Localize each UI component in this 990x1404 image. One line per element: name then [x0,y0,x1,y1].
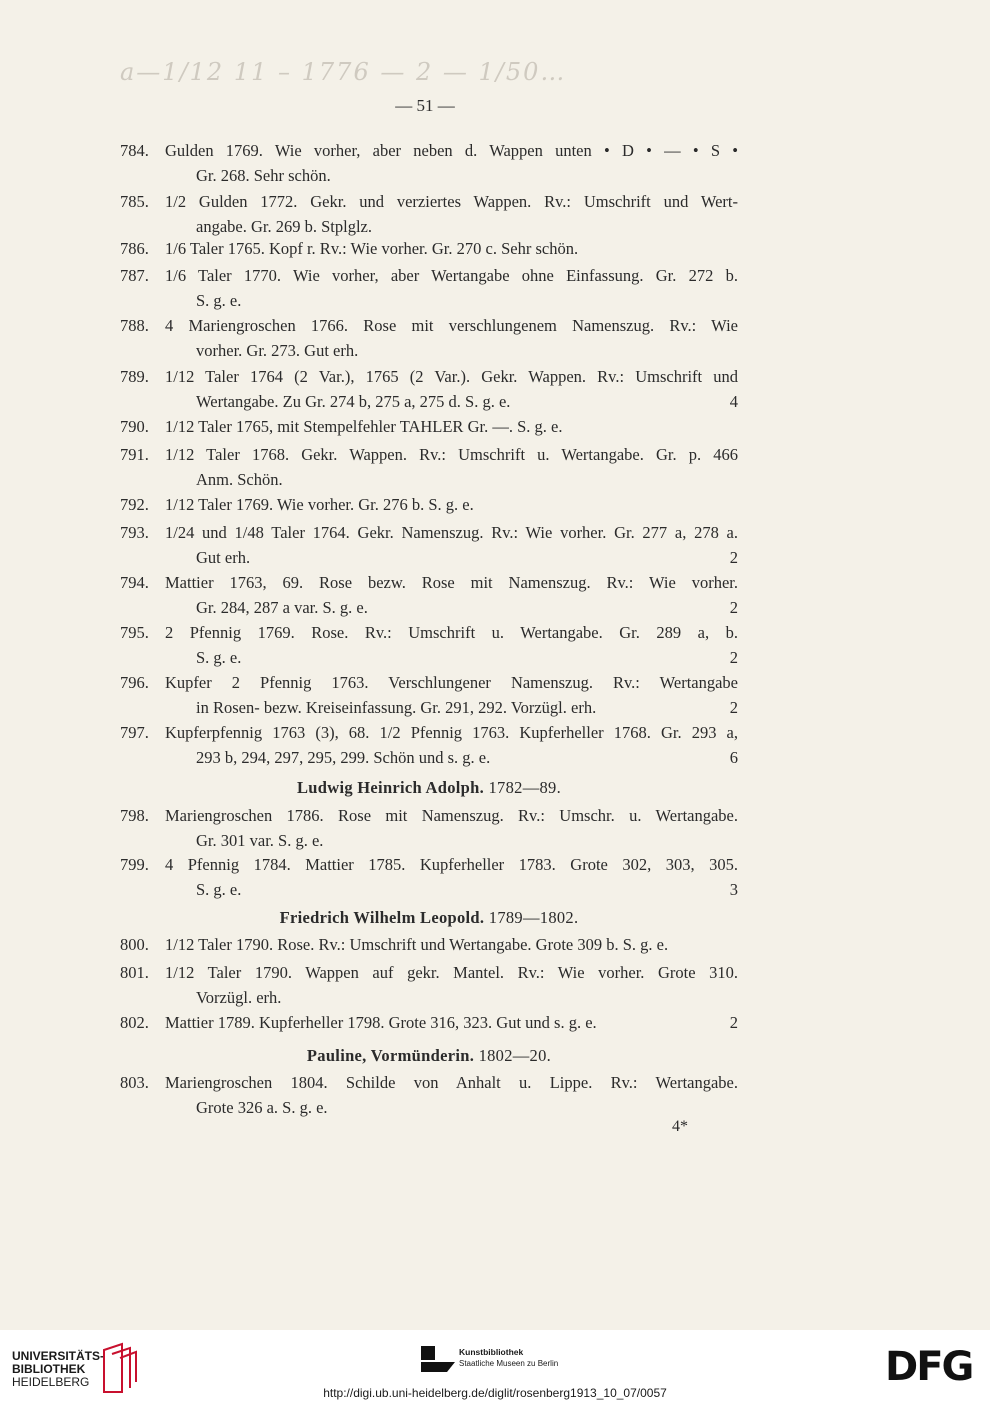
entry-line: angabe. Gr. 269 b. Stplglz. [196,217,372,236]
section-heading-pauline [120,1046,738,1066]
pencil-annotation: a—1/12 11 – 1776 — 2 — 1/50… [120,58,567,86]
entry-line: Mattier 1763, 69. Rose bezw. Rose mit Namenszug. Rv.: Wie vorher. [165,573,738,592]
ub-heidelberg-wordmark [12,1350,104,1389]
entry-line: 293 b, 294, 297, 295, 299. Schön und s. g. e. [196,748,491,767]
entry-line: Wertangabe. Zu Gr. 274 b, 275 a, 275 d. S. g. e. [196,392,511,411]
catalog-entry-792 [120,492,738,517]
section-ruler-name: Ludwig Heinrich Adolph. [296,778,485,797]
section-years: 1789—1802. [488,908,579,927]
entry-line: Kupferpfennig 1763 (3), 68. 1/2 Pfennig 1763. Kupferheller 1768. Gr. 293 a, [165,723,738,742]
entry-number: 790. [120,417,149,436]
entry-number: 786. [120,239,149,258]
catalog-entry-791 [120,442,738,492]
entry-line: Mariengroschen 1804. Schilde von Anhalt u. Lippe. Rv.: Wertangabe. [165,1073,738,1092]
kunstbibliothek-wordmark [459,1347,558,1369]
section-heading-ludwig [120,778,738,798]
ub-line-2: BIBLIOTHEK [12,1362,86,1376]
entry-number: 785. [120,192,149,211]
entry-number: 795. [120,623,149,642]
entry-number: 794. [120,573,149,592]
quantity-label: 2 [729,598,738,617]
entry-number: 801. [120,963,149,982]
section-years: 1782—89. [488,778,562,797]
ub-line-1: UNIVERSITÄTS- [12,1349,105,1363]
kb-line-1: Kunstbibliothek [459,1347,524,1357]
section-ruler-name: Pauline, Vormünderin. [306,1046,475,1065]
entry-line: Mattier 1789. Kupferheller 1798. Grote 316, 323. Gut und s. g. e. [165,1013,597,1032]
catalog-entry-788 [120,313,738,363]
entry-line: 1/12 Taler 1790. Wappen auf gekr. Mantel. Rv.: Wie vorher. Grote 310. [165,963,738,982]
entry-number: 797. [120,723,149,742]
entry-number: 802. [120,1013,149,1032]
section-years: 1802—20. [478,1046,552,1065]
quantity-label: 3 [729,880,738,899]
entry-line: 1/12 Taler 1765, mit Stempelfehler TAHLER Gr. —. S. g. e. [165,417,563,436]
entry-number: 800. [120,935,149,954]
signature-mark: 4* [672,1118,688,1135]
catalog-entry-803 [120,1070,738,1120]
entry-line: Gr. 301 var. S. g. e. [196,831,324,850]
catalog-entry-796 [120,670,738,720]
entry-line: 4 Mariengroschen 1766. Rose mit verschlungenem Namenszug. Rv.: Wie [165,316,738,335]
kb-line-2: Staatliche Museen zu Berlin [459,1359,559,1368]
entry-number: 803. [120,1073,149,1092]
footer-bar [0,1330,990,1404]
entry-line: 1/12 Taler 1764 (2 Var.), 1765 (2 Var.). Gekr. Wappen. Rv.: Umschrift und [165,367,738,386]
catalog-entry-790 [120,414,738,439]
entry-line: S. g. e. [196,648,242,667]
entry-number: 792. [120,495,149,514]
entry-line: Gut erh. [196,548,251,567]
quantity-label: 6 [729,748,738,767]
section-heading-friedrich [120,908,738,928]
quantity-label: 2 [729,548,738,567]
catalog-entry-797 [120,720,738,770]
catalog-entry-795 [120,620,738,670]
entry-number: 793. [120,523,149,542]
catalog-entry-798 [120,803,738,853]
entry-number: 789. [120,367,149,386]
entry-line: Vorzügl. erh. [196,988,282,1007]
source-url-link[interactable]: http://digi.ub.uni-heidelberg.de/diglit/rosenberg1913_10_07/0057 [323,1386,667,1400]
entry-line: S. g. e. [196,880,242,899]
catalog-entry-789 [120,364,738,414]
entry-line: 1/2 Gulden 1772. Gekr. und verziertes Wappen. Rv.: Umschrift und Wert- [165,192,738,211]
entry-line: vorher. Gr. 273. Gut erh. [196,341,359,360]
catalog-entry-787 [120,263,738,313]
kunstbibliothek-logo-icon [421,1346,455,1372]
quantity-label: 4 [729,392,738,411]
entry-number: 798. [120,806,149,825]
ub-line-3: HEIDELBERG [12,1375,90,1389]
entry-line: 1/12 Taler 1769. Wie vorher. Gr. 276 b. S. g. e. [165,495,474,514]
quantity-label: 2 [729,1013,738,1032]
entry-line: Anm. Schön. [196,470,283,489]
entry-number: 791. [120,445,149,464]
entry-line: Mariengroschen 1786. Rose mit Namenszug. Rv.: Umschr. u. Wertangabe. [165,806,738,825]
catalog-entry-794 [120,570,738,620]
entry-line: in Rosen- bezw. Kreiseinfassung. Gr. 291, 292. Vorzügl. erh. [196,698,597,717]
dfg-logo: DFG [885,1344,973,1390]
entry-line: 4 Pfennig 1784. Mattier 1785. Kupferheller 1783. Grote 302, 303, 305. [165,855,738,874]
entry-line: 2 Pfennig 1769. Rose. Rv.: Umschrift u. Wertangabe. Gr. 289 a, b. [165,623,738,642]
catalog-entry-801 [120,960,738,1010]
entry-line: Gr. 268. Sehr schön. [196,166,331,185]
entry-line: Gr. 284, 287 a var. S. g. e. [196,598,368,617]
quantity-label: 2 [729,648,738,667]
entry-number: 784. [120,141,149,160]
entry-line: Gulden 1769. Wie vorher, aber neben d. Wappen unten • D • — • S • [165,141,738,160]
entry-number: 799. [120,855,149,874]
catalog-entry-786 [120,236,738,261]
entry-number: 787. [120,266,149,285]
page-number: — 51 — [395,96,455,115]
catalog-entry-784 [120,138,738,188]
entry-line: 1/12 Taler 1768. Gekr. Wappen. Rv.: Umschrift u. Wertangabe. Gr. p. 466 [165,445,738,464]
entry-line: 1/24 und 1/48 Taler 1764. Gekr. Namenszug. Rv.: Wie vorher. Gr. 277 a, 278 a. [165,523,738,542]
entry-line: 1/6 Taler 1770. Wie vorher, aber Wertangabe ohne Einfassung. Gr. 272 b. [165,266,738,285]
catalog-entry-800 [120,932,738,957]
section-ruler-name: Friedrich Wilhelm Leopold. [279,908,485,927]
catalog-entry-802 [120,1010,738,1035]
quantity-label: 2 [729,698,738,717]
entry-line: Kupfer 2 Pfennig 1763. Verschlungener Namenszug. Rv.: Wertangabe [165,673,738,692]
entry-number: 788. [120,316,149,335]
entry-line: 1/12 Taler 1790. Rose. Rv.: Umschrift und Wertangabe. Grote 309 b. S. g. e. [165,935,669,954]
catalog-entry-793 [120,520,738,570]
entry-line: Grote 326 a. S. g. e. [196,1098,328,1117]
catalog-entry-785 [120,189,738,239]
entry-line: 1/6 Taler 1765. Kopf r. Rv.: Wie vorher. Gr. 270 c. Sehr schön. [165,239,579,258]
entry-line: S. g. e. [196,291,242,310]
catalog-entry-799 [120,852,738,902]
entry-number: 796. [120,673,149,692]
